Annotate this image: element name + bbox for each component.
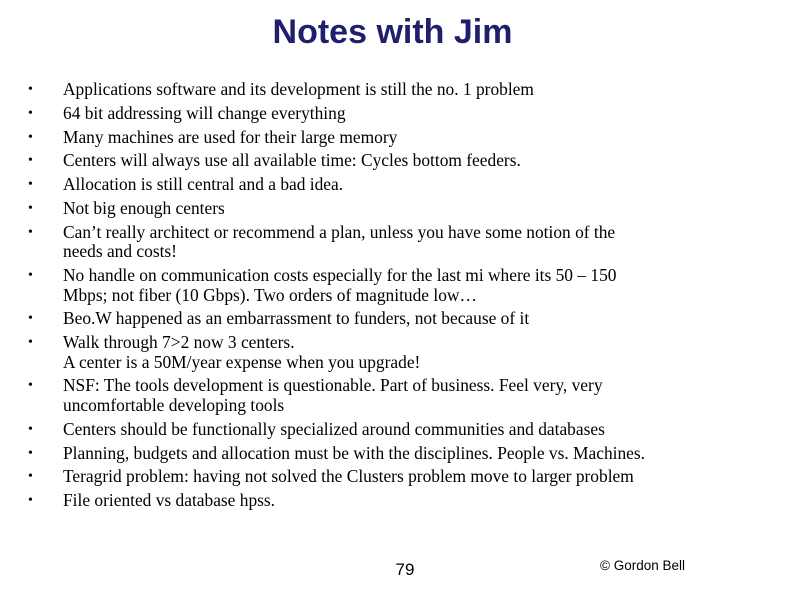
bullet-text-line: Teragrid problem: having not solved the Clusters problem move to larger problem	[63, 466, 634, 487]
bullet-text	[63, 199, 788, 219]
bullet-text	[63, 376, 788, 415]
bullet-text-line: NSF: The tools development is questionable. Part of business. Feel very, very	[63, 375, 603, 396]
bullet-text-line: Many machines are used for their large memory	[63, 126, 398, 147]
bullet-item	[28, 151, 788, 171]
bullet-text-line: Planning, budgets and allocation must be with the disciplines. People vs. Machines.	[63, 442, 646, 463]
bullet-text-line: No handle on communication costs especially for the last mi where its 50 – 150	[63, 265, 617, 286]
bullet-dot-icon: •	[28, 378, 33, 394]
bullet-text	[63, 175, 788, 195]
bullet-text	[63, 444, 788, 464]
bullet-text	[63, 80, 788, 100]
slide-title: Notes with Jim	[272, 13, 513, 51]
bullet-dot-icon: •	[28, 224, 33, 240]
bullet-item	[28, 266, 788, 305]
bullet-item	[28, 223, 788, 262]
bullet-item	[28, 420, 788, 440]
bullet-item	[28, 175, 788, 195]
bullet-dot-icon: •	[28, 129, 33, 145]
bullet-text	[63, 333, 788, 372]
bullet-text	[63, 223, 788, 262]
bullet-dot-icon: •	[28, 268, 33, 284]
bullet-text	[63, 467, 788, 487]
bullet-text	[63, 104, 788, 124]
bullet-text-line: needs and costs!	[63, 241, 177, 262]
bullet-item	[28, 467, 788, 487]
bullet-text	[63, 128, 788, 148]
bullet-item	[28, 333, 788, 372]
bullet-text-line: A center is a 50M/year expense when you upgrade!	[63, 351, 421, 372]
bullet-text-line: Mbps; not fiber (10 Gbps). Two orders of magnitude low…	[63, 284, 477, 305]
bullet-text-line: 64 bit addressing will change everything	[63, 102, 346, 123]
bullet-item	[28, 444, 788, 464]
bullet-text-line: Centers will always use all available time: Cycles bottom feeders.	[63, 150, 521, 171]
bullet-text	[63, 491, 788, 511]
bullet-item	[28, 128, 788, 148]
bullet-item	[28, 104, 788, 124]
bullet-item	[28, 491, 788, 511]
bullet-dot-icon: •	[28, 82, 33, 97]
bullet-item	[28, 199, 788, 219]
bullet-dot-icon: •	[28, 200, 33, 216]
page-number: 79	[395, 560, 415, 579]
bullet-text	[63, 309, 788, 329]
bullet-text-line: Allocation is still central and a bad idea.	[63, 174, 344, 195]
bullet-list	[28, 80, 788, 515]
bullet-text-line: Can’t really architect or recommend a plan, unless you have some notion of the	[63, 221, 616, 242]
bullet-item	[28, 80, 788, 100]
bullet-text-line: Not big enough centers	[63, 197, 225, 218]
bullet-text-line: Centers should be functionally specialized around communities and databases	[63, 418, 605, 439]
copyright-notice: © Gordon Bell	[600, 558, 685, 573]
bullet-text-line: Walk through 7>2 now 3 centers.	[63, 332, 295, 353]
bullet-item	[28, 309, 788, 329]
bullet-dot-icon: •	[28, 177, 33, 193]
bullet-dot-icon: •	[28, 311, 33, 327]
bullet-text	[63, 420, 788, 440]
bullet-text-line: Beo.W happened as an embarrassment to funders, not because of it	[63, 308, 530, 329]
bullet-dot-icon: •	[28, 153, 33, 169]
bullet-text	[63, 266, 788, 305]
bullet-dot-icon: •	[28, 493, 33, 509]
bullet-dot-icon: •	[28, 105, 33, 121]
bullet-dot-icon: •	[28, 335, 33, 351]
bullet-item	[28, 376, 788, 415]
bullet-text-line: File oriented vs database hpss.	[63, 490, 276, 511]
bullet-text	[63, 151, 788, 171]
bullet-text-line: Applications software and its development is still the no. 1 problem	[63, 79, 534, 99]
bullet-dot-icon: •	[28, 421, 33, 437]
bullet-dot-icon: •	[28, 445, 33, 461]
bullet-text-line: uncomfortable developing tools	[63, 394, 285, 415]
bullet-dot-icon: •	[28, 469, 33, 485]
